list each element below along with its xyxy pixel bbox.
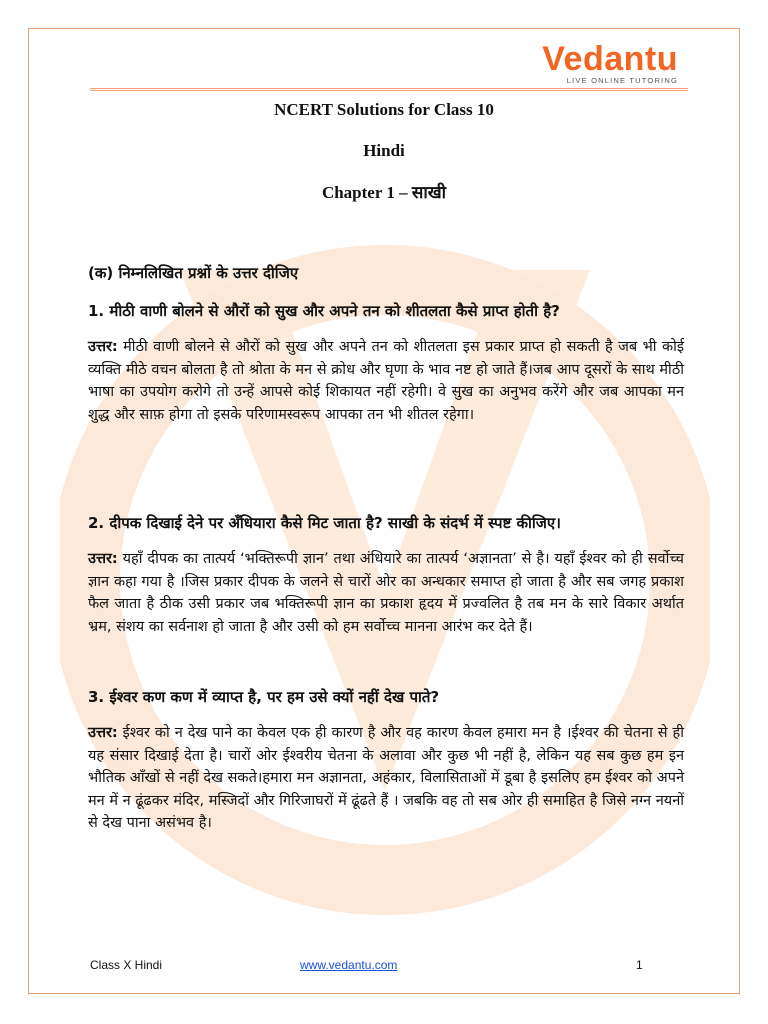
logo-tagline: LIVE ONLINE TUTORING bbox=[566, 76, 678, 85]
answer-label: उत्तर: bbox=[88, 725, 118, 741]
question-block-3 bbox=[88, 686, 684, 835]
answer-label: उत्तर: bbox=[88, 339, 118, 355]
answer-body: मीठी वाणी बोलने से औरों को सुख और अपने तन को शीतलता इस प्रकार प्राप्त हो सकती है जब भी कोई व्यक्ति मीठे वचन बोलता है तो श्रोता के मन से क्रोध और घृणा के भाव नष्ट हो जाते हैं।जब आप दूसरों के साथ मीठी भाषा का उपयोग करोगे तो उन्हें आपसे कोई शिकायत नहीं रहेगी। वे सुख का अनुभव करेंगे और जब आपका मन शुद्ध और साफ़ होगा तो इसके परिणामस्वरूप आपका तन भी शीतल रहेगा। bbox=[88, 339, 685, 423]
question-text: 2. दीपक दिखाई देने पर अँधियारा कैसे मिट जाता है? साखी के संदर्भ में स्पष्ट कीजिए। bbox=[88, 514, 561, 532]
question-text: 3. ईश्वर कण कण में व्याप्त है, पर हम उसे क्यों नहीं देख पाते? bbox=[88, 688, 440, 706]
answer-text bbox=[88, 336, 684, 426]
logo-wordmark: Vedantu bbox=[542, 40, 678, 78]
answer-label: उत्तर: bbox=[88, 551, 118, 567]
question-block-2 bbox=[88, 512, 684, 638]
question-text: 1. मीठी वाणी बोलने से औरों को सुख और अपने तन को शीतलता कैसे प्राप्त होती है? bbox=[88, 302, 560, 320]
footer-website-link[interactable]: www.vedantu.com bbox=[300, 958, 398, 972]
answer-text bbox=[88, 722, 684, 835]
header-rule bbox=[90, 88, 688, 91]
vedantu-logo bbox=[542, 40, 678, 85]
document-title: NCERT Solutions for Class 10 bbox=[274, 100, 494, 119]
page-number: 1 bbox=[636, 958, 643, 972]
section-heading: (क) निम्नलिखित प्रश्नों के उत्तर दीजिए bbox=[88, 264, 299, 282]
subject-title: Hindi bbox=[363, 141, 405, 160]
answer-text bbox=[88, 548, 684, 638]
footer-class-label: Class X Hindi bbox=[90, 958, 163, 972]
chapter-title: Chapter 1 – साखी bbox=[321, 183, 447, 202]
answer-body: ईश्वर को न देख पाने का केवल एक ही कारण है और वह कारण केवल हमारा मन है ।ईश्वर की चेतना से ही यह संसार दिखाई देता है। चारों ओर ईश्वरीय चेतना के अलावा और कुछ भी नहीं है, लेकिन यह सब कुछ हम इन भौतिक आँखों से नहीं देख सकते।हमारा मन अज्ञानता, अहंकार, विलासिताओं में डूबा है इसलिए हम ईश्वर को अपने मन में न ढूंढकर मंदिर, मस्जिदों और गिरिजाघरों में ढूंढते हैं । जबकि वह तो सब ओर ही समाहित है जिसे नग्न नयनों से देख पाना असंभव है। bbox=[88, 725, 685, 831]
question-block-1 bbox=[88, 300, 684, 426]
answer-body: यहाँ दीपक का तात्पर्य ‘भक्तिरूपी ज्ञान’ तथा अंधियारे का तात्पर्य ‘अज्ञानता’ से है। यहाँ ईश्वर को ही सर्वोच्च ज्ञान कहा गया है ।जिस प्रकार दीपक के जलने से चारों ओर का अन्धकार समाप्त हो जाता है और सब जगह प्रकाश फैल जाता है ठीक उसी प्रकार जब भक्तिरूपी ज्ञान का प्रकाश हृदय में प्रज्वलित है तब मन के सारे विकार अर्थात भ्रम, संशय का सर्वनाश हो जाता है और उसी को हम सर्वोच्च मानना आरंभ कर देते हैं। bbox=[88, 551, 685, 635]
